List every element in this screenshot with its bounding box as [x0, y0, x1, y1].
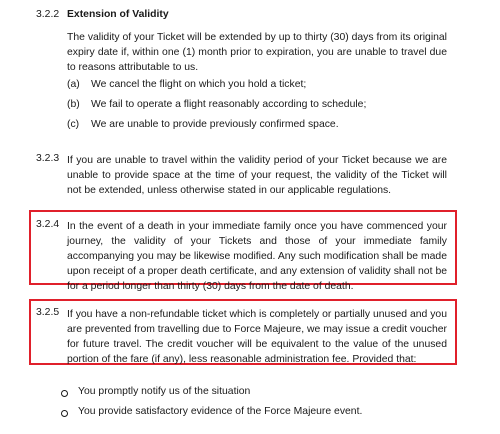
list-item: We fail to operate a flight reasonably according to schedule; [91, 99, 367, 110]
list-item: We are unable to provide previously confirmed space. [91, 119, 339, 130]
list-item: We cancel the flight on which you hold a ticket; [91, 79, 307, 90]
list-item-label: (b) [67, 99, 80, 110]
section-title: Extension of Validity [67, 9, 169, 20]
list-item: You provide satisfactory evidence of the Force Majeure event. [78, 406, 363, 417]
section-paragraph: If you have a non-refundable ticket which is completely or partially unused and you are prevented from travelling due to Force Majeure, we may issue a credit voucher for future travel. The credit voucher will be equivalent to the value of the unused portion of the fare (if any), less reasonable administration fee. Provided that: [67, 309, 447, 365]
bullet-icon [61, 410, 68, 417]
section-number: 3.2.3 [36, 153, 60, 164]
bullet-icon [61, 390, 68, 397]
list-item: You promptly notify us of the situation [78, 386, 251, 397]
section-number: 3.2.5 [36, 307, 60, 318]
section-paragraph: In the event of a death in your immediate family once you have commenced your journey, the validity of your Tickets and those of your immediate family accompanying you may be likewise modified. Any such modification shall be made upon receipt of a proper death certificate, and any extension of validity shall not be for a period longer than thirty (30) days from the date of death. [67, 221, 447, 292]
section-number: 3.2.2 [36, 9, 60, 20]
list-item-label: (c) [67, 119, 80, 130]
list-item-label: (a) [67, 79, 80, 90]
section-number: 3.2.4 [36, 219, 60, 230]
section-paragraph: The validity of your Ticket will be extended by up to thirty (30) days from its original expiry date if, within one (1) month prior to expiration, you are unable to travel due to reasons attributable to us. [67, 32, 447, 73]
section-paragraph: If you are unable to travel within the validity period of your Ticket because we are unable to provide space at the time of your request, the validity of the Ticket will not be extended, unless otherwise stated in our applicable regulations. [67, 155, 447, 196]
